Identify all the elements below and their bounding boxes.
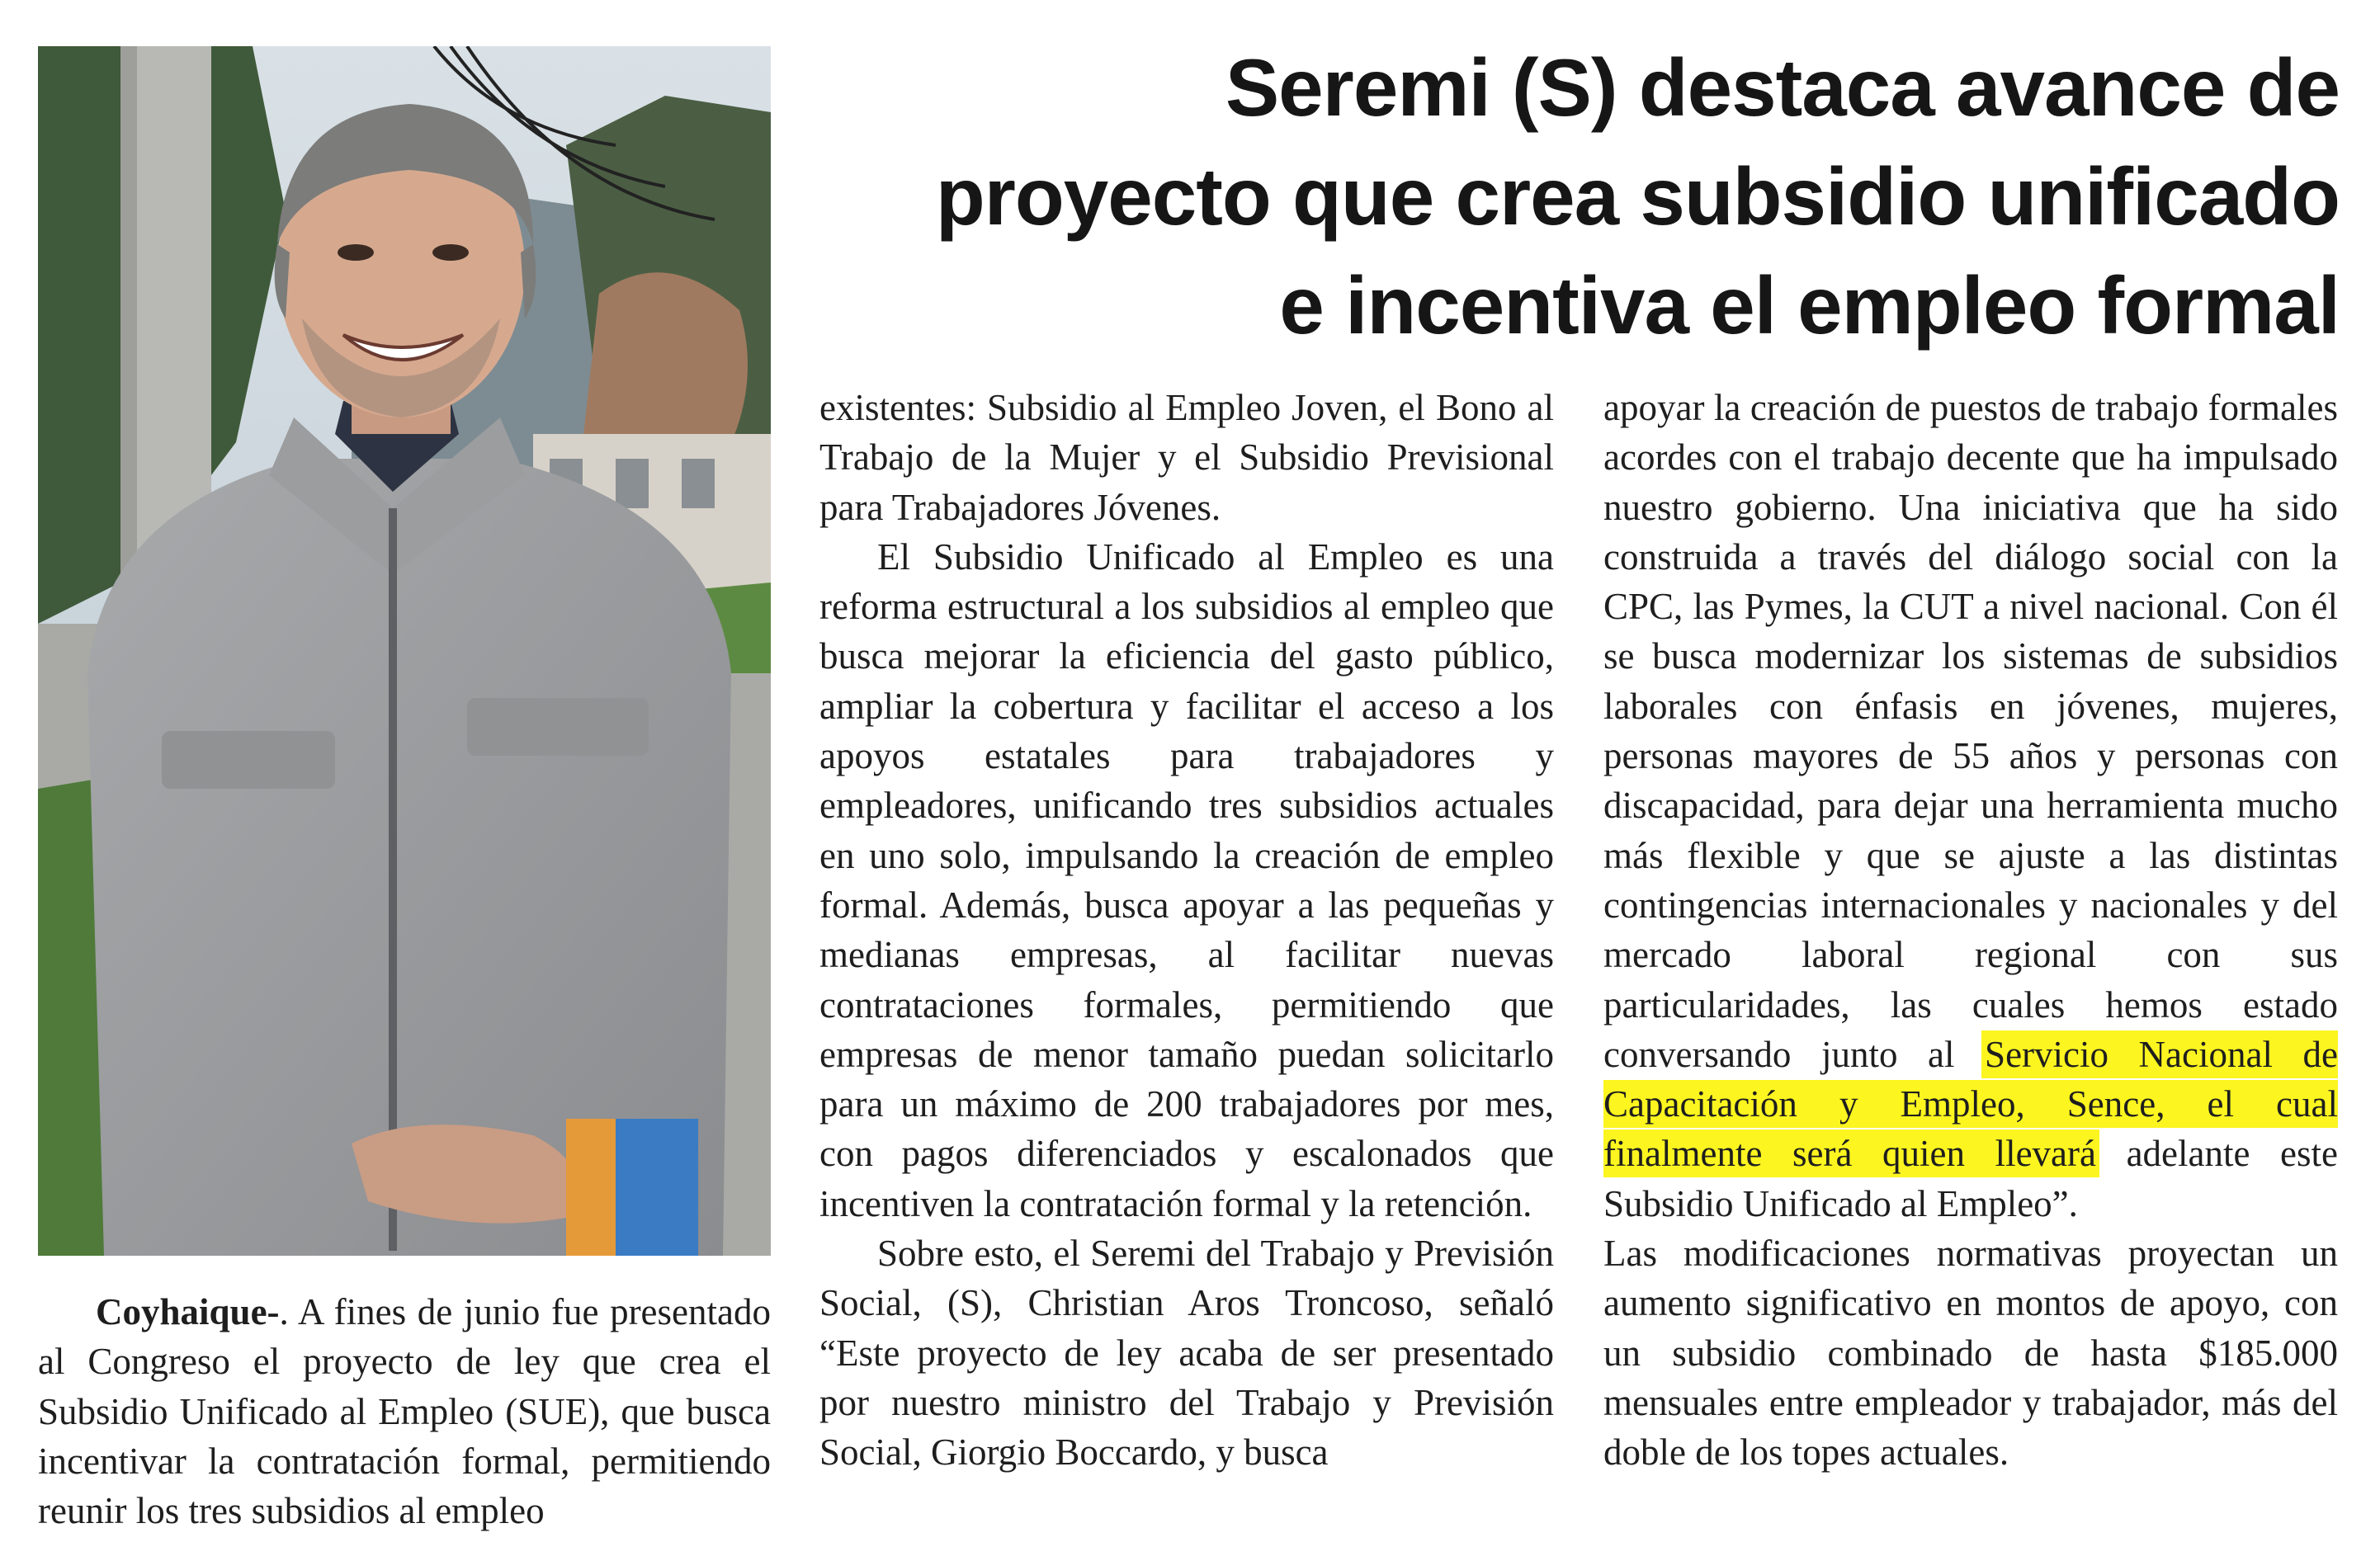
headline-line-3: e incentiva el empleo formal bbox=[1279, 260, 2340, 351]
highlighted-text: Servicio Nacional de Capacitación y Empleo, Sence, el cual finalmente será quien llevará bbox=[1603, 1033, 2338, 1175]
paragraph-text: . A fines de junio fue presentado al Congreso el proyecto de ley que crea el Subsidio Unificado al Empleo (SUE), que busca incentivar la contratación formal, permitiendo reunir los tres subsidios al empleo bbox=[38, 1291, 771, 1532]
paragraph: Las modificaciones normativas proyectan un aumento significativo en montos de apoyo, con un subsidio combinado de hasta $185.000 mensuales entre empleador y trabajador, más del doble de los topes actuales. bbox=[1603, 1233, 2338, 1474]
paragraph bbox=[38, 1287, 771, 1535]
paragraph bbox=[1603, 383, 2338, 1229]
headline bbox=[817, 33, 2340, 360]
article-column-3 bbox=[1603, 383, 2338, 1478]
paragraph: El Subsidio Unificado al Empleo es una reforma estructural a los subsidios al empleo que busca mejorar la eficiencia del gasto público, ampliar la cobertura y facilitar el acceso a los apoyos estatales para trabajadores y empleadores, unificando tres subsidios actuales en uno solo, impulsando la creación de empleo formal. Además, busca apoyar a las pequeñas y medianas empresas, al facilitar nuevas contrataciones formales, permitiendo que empresas de menor tamaño puedan solicitarlo para un máximo de 200 trabajadores por mes, con pagos diferenciados y escalonados que incentiven la contratación formal y la retención. bbox=[819, 535, 1554, 1224]
paragraph: Sobre esto, el Seremi del Trabajo y Previsión Social, (S), Christian Aros Troncoso, señaló “Este proyecto de ley acaba de ser presentado por nuestro ministro del Trabajo y Previsión Social, Giorgio Boccardo, y busca bbox=[819, 1233, 1554, 1474]
headline-line-1: Seremi (S) destaca avance de bbox=[1225, 42, 2340, 133]
article-column-2 bbox=[819, 383, 1554, 1478]
dateline: Coyhaique- bbox=[96, 1291, 280, 1332]
paragraph-text: apoyar la creación de puestos de trabajo formales acordes con el trabajo decente que ha impulsado nuestro gobierno. Una iniciativa que ha sido construida a través del diálogo social con la CPC, las Pymes, la CUT a nivel nacional. Con él se busca modernizar los sistemas de subsidios laborales con énfasis en jóvenes, mujeres, personas mayores de 55 años y personas con discapacidad, para dejar una herramienta mucho más flexible y que se ajuste a las distintas contingencias internacionales y nacionales y del mercado laboral regional con sus particularidades, las cuales hemos estado conversando junto al bbox=[1603, 387, 2338, 1075]
article-column-1 bbox=[38, 1287, 771, 1535]
portrait-illustration bbox=[38, 46, 771, 1256]
paragraph-text: adelante este Subsidio Unificado al Empleo”. bbox=[1603, 1133, 2338, 1224]
article-photo bbox=[38, 46, 771, 1256]
headline-line-2: proyecto que crea subsidio unificado bbox=[935, 151, 2340, 242]
paragraph: existentes: Subsidio al Empleo Joven, el Bono al Trabajo de la Mujer y el Subsidio Previsional para Trabajadores Jóvenes. bbox=[819, 387, 1554, 528]
